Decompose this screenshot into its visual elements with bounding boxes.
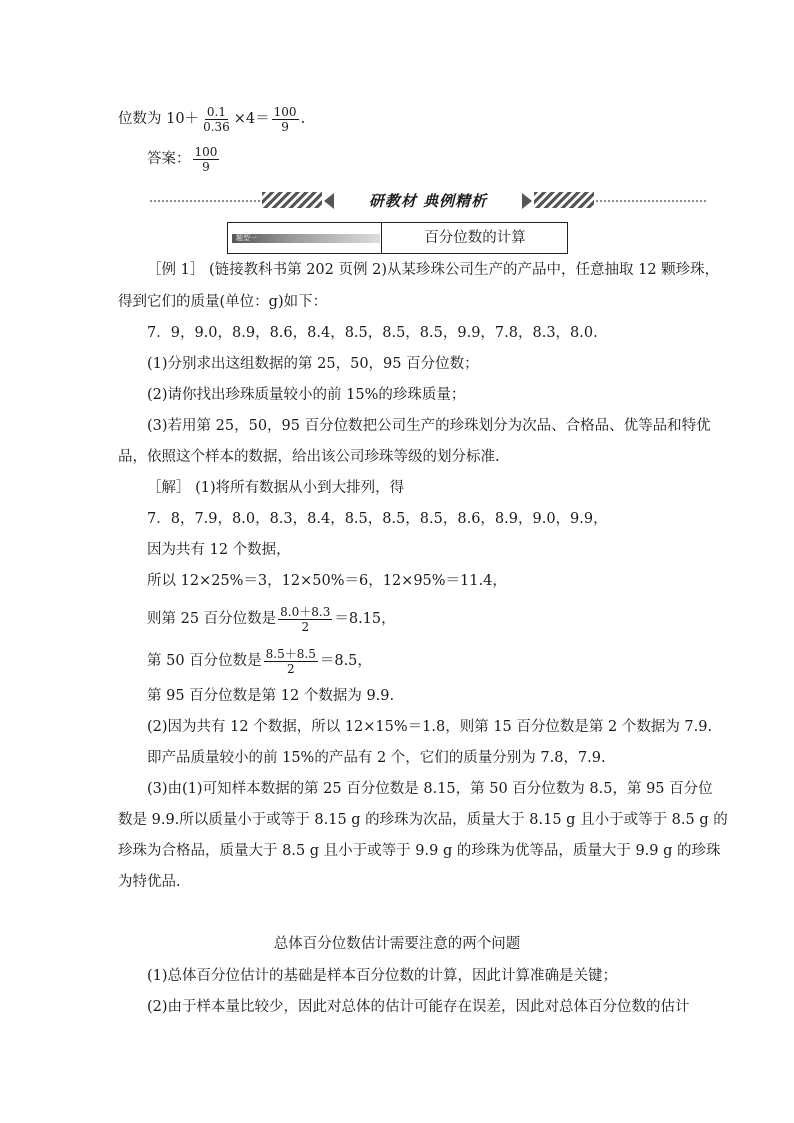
answer-3-line-1: (3)由(1)可知样本数据的第 25 百分位数是 8.15，第 50 百分位数为 8.5，第 95 百分位 xyxy=(147,781,713,797)
fraction-0.1-over-0.36: $\frac{0.1}{0.36}$ xyxy=(203,104,230,134)
question-1: (1)分别求出这组数据的第 25，50，95 百分位数； xyxy=(147,356,479,372)
solution-products: 所以 12×25%＝3，12×50%＝6，12×95%＝11.4， xyxy=(147,573,507,589)
topic-tag: 题型一 xyxy=(232,234,380,243)
answer-2-line-1: (2)因为共有 12 个数据，所以 12×15%＝1.8，则第 15 百分位数是第 2 个数据为 7.9. xyxy=(147,719,713,735)
stripe-decoration-right xyxy=(534,192,594,208)
prev-prefix: 位数为 10＋ xyxy=(118,111,200,127)
p25-fraction: $\frac{8.0+8.3}{2}$ xyxy=(280,604,331,634)
banner-title: 研教材 典例精析 xyxy=(368,192,488,210)
answer-3-line-3: 珍珠为合格品，质量大于 8.5 g 且小于或等于 9.9 g 的珍珠为优等品，质量大于 9.9 g 的珍珠 xyxy=(118,843,721,859)
note-title: 总体百分位数估计需要注意的两个问题 xyxy=(273,936,521,952)
p50-line: 第 50 百分位数是 $\frac{8.5+8.5}{2}$ ＝8.5， xyxy=(147,646,372,676)
note-item-1: (1)总体百分位估计的基础是样本百分位数的计算，因此计算准确是关键； xyxy=(147,968,618,984)
note-item-2: (2)由于样本量比较少，因此对总体的估计可能存在误差，因此对总体百分位数的估计 xyxy=(147,999,690,1015)
prev-mid: ×4＝ xyxy=(233,111,270,127)
p50-fraction: $\frac{8.5+8.5}{2}$ xyxy=(265,646,316,676)
example-data: 7．9，9.0，8.9，8.6，8.4，8.5，8.5，8.5，9.9，7.8，8.3，8.0. xyxy=(147,325,598,341)
p25-line: 则第 25 百分位数是 $\frac{8.0+8.3}{2}$ ＝8.15， xyxy=(147,604,396,634)
sorted-data: 7．8，7.9，8.0，8.3，8.4，8.5，8.5，8.5，8.6，8.9，9.0，9.9， xyxy=(147,511,608,527)
topic-title: 百分位数的计算 xyxy=(424,230,526,246)
answer-line xyxy=(147,140,221,178)
fraction-100-over-9: $\frac{100}{9}$ xyxy=(273,104,297,134)
arrow-right-icon xyxy=(522,193,532,209)
question-3-line-1: (3)若用第 25，50，95 百分位数把公司生产的珍珠划分为次品、合格品、优等品和特优 xyxy=(147,418,711,434)
dotted-rule-right xyxy=(596,200,706,202)
p95-line: 第 95 百分位数是第 12 个数据为 9.9. xyxy=(147,688,395,704)
question-3-line-2: 品，依照这个样本的数据，给出该公司珍珠等级的划分标准. xyxy=(118,449,500,465)
answer-label: 答案： xyxy=(147,151,191,167)
topic-divider xyxy=(381,223,382,253)
answer-3-line-4: 为特优品. xyxy=(118,874,181,890)
example-line-2: 得到它们的质量(单位：g)如下： xyxy=(118,294,328,310)
example-line-1: ［例 1］ (链接教科书第 202 页例 2)从某珍珠公司生产的产品中，任意抽取 12 颗珍珠， xyxy=(147,262,720,278)
topic-box xyxy=(227,222,568,254)
section-banner xyxy=(150,190,706,212)
answer-2-line-2: 即产品质量较小的前 15%的产品有 2 个，它们的质量分别为 7.8，7.9. xyxy=(147,750,606,766)
solution-count: 因为共有 12 个数据， xyxy=(147,542,291,558)
question-2: (2)请你找出珍珠质量较小的前 15%的珍珠质量； xyxy=(147,387,466,403)
answer-fraction: $\frac{100}{9}$ xyxy=(194,144,218,174)
answer-3-line-2: 数是 9.9.所以质量小于或等于 8.15 g 的珍珠为次品，质量大于 8.15 g 且小于或等于 8.5 g 的 xyxy=(118,812,728,828)
solution-start: ［解］ (1)将所有数据从小到大排列，得 xyxy=(147,480,405,496)
prev-answer-line: 位数为 10＋ $\frac{0.1}{0.36}$ ×4＝ $\frac{100}{9}$ . xyxy=(118,104,306,134)
